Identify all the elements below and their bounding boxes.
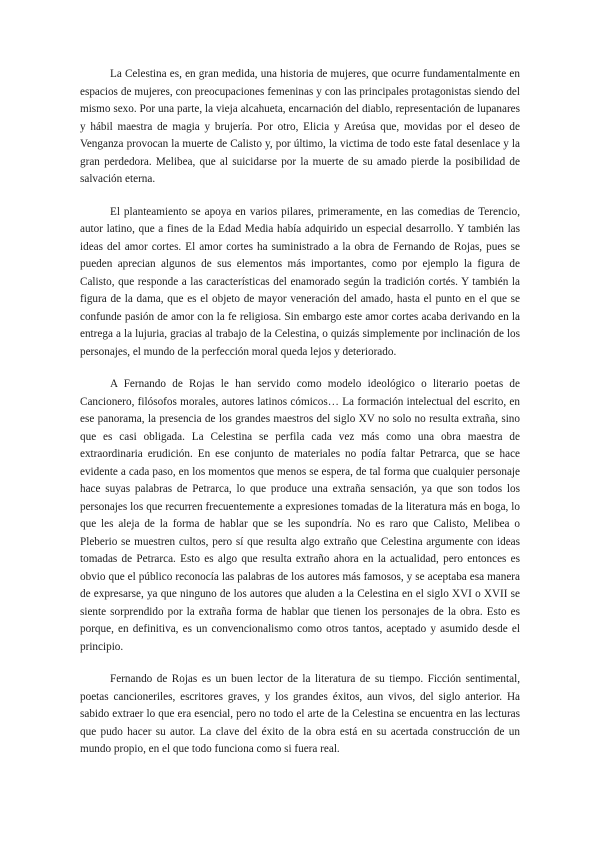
paragraph-1: La Celestina es, en gran medida, una historia de mujeres, que ocurre fundamentalmente en espacios de mujeres, con preocupaciones femeninas y con las principales protagonistas siendo del mismo sexo. Por una parte, la vieja alcahueta, encarnación del diablo, representación de lupanares y hábil maestra de magia y brujería. Por otro, Elicia y Areúsa que, movidas por el deseo de Venganza provocan la muerte de Calisto y, por último, la victima de todo este fatal desenlace y la gran perdedora. Melibea, que al suicidarse por la muerte de su amado pierde la posibilidad de salvación eterna.: [80, 68, 520, 185]
paragraph-3: A Fernando de Rojas le han servido como modelo ideológico o literario poetas de Cancionero, filósofos morales, autores latinos cómicos… La formación intelectual del escrito, en ese panorama, la presencia de los grandes maestros del siglo XV no solo no resulta extraña, sino que es casi obligada. La Celestina se perfila cada vez más como una obra maestra de extraordinaria erudición. En ese conjunto de materiales no podía faltar Petrarca, que se hace evidente a cada paso, en los momentos que menos se espera, de tal forma que cualquier personaje hace suyas palabras de Petrarca, lo que produce una extraña sensación, ya que son todos los personajes los que recurren frecuentemente a expresiones tomadas de la literatura más en boga, lo que les aleja de la forma de hablar que se les supondría. No es raro que Calisto, Melibea o Pleberio se muestren cultos, pero sí que resulta algo extraño que Celestina argumente con ideas tomadas de Petrarca. Esto es algo que resulta extraño ahora en la actualidad, pero entonces es obvio que el público reconocía las palabras de los autores más famosos, y se aceptaba esa manera de expresarse, ya que ninguno de los autores que aluden a la Celestina en el siglo XVI o XVII se siente sorprendido por la extraña forma de hablar que tienen los personajes de la obra. Esto es porque, en definitiva, es un convencionalismo como otros tantos, aceptado y asumido desde el principio.: [80, 378, 520, 653]
document-page: [80, 66, 520, 774]
paragraph-2: El planteamiento se apoya en varios pilares, primeramente, en las comedias de Terencio, autor latino, que a fines de la Edad Media había adquirido un especial desarrollo. Y también las ideas del amor cortes. El amor cortes ha suministrado a la obra de Fernando de Rojas, pues se pueden aprecian algunos de sus elementos más importantes, como por ejemplo la figura de Calisto, que responde a las características del enamorado según la tradición cortés. Y también la figura de la dama, que es el objeto de mayor veneración del amado, hasta el punto en el que se confunde pasión de amor con la fe religiosa. Sin embargo este amor cortes acaba derivando en la entrega a la lujuria, gracias al trabajo de la Celestina, o quizás simplemente por inclinación de los personajes, el mundo de la perfección moral queda lejos y deteriorado.: [80, 205, 520, 358]
paragraph-4: Fernando de Rojas es un buen lector de la literatura de su tiempo. Ficción sentimental, poetas cancioneriles, escritores graves, y los grandes éxitos, aun vivos, del siglo anterior. Ha sabido extraer lo que era esencial, pero no todo el arte de la Celestina se encuentra en las lecturas que pudo hacer su autor. La clave del éxito de la obra está en su acertada construcción de un mundo propio, en el que todo funciona como si fuera real.: [80, 673, 520, 755]
